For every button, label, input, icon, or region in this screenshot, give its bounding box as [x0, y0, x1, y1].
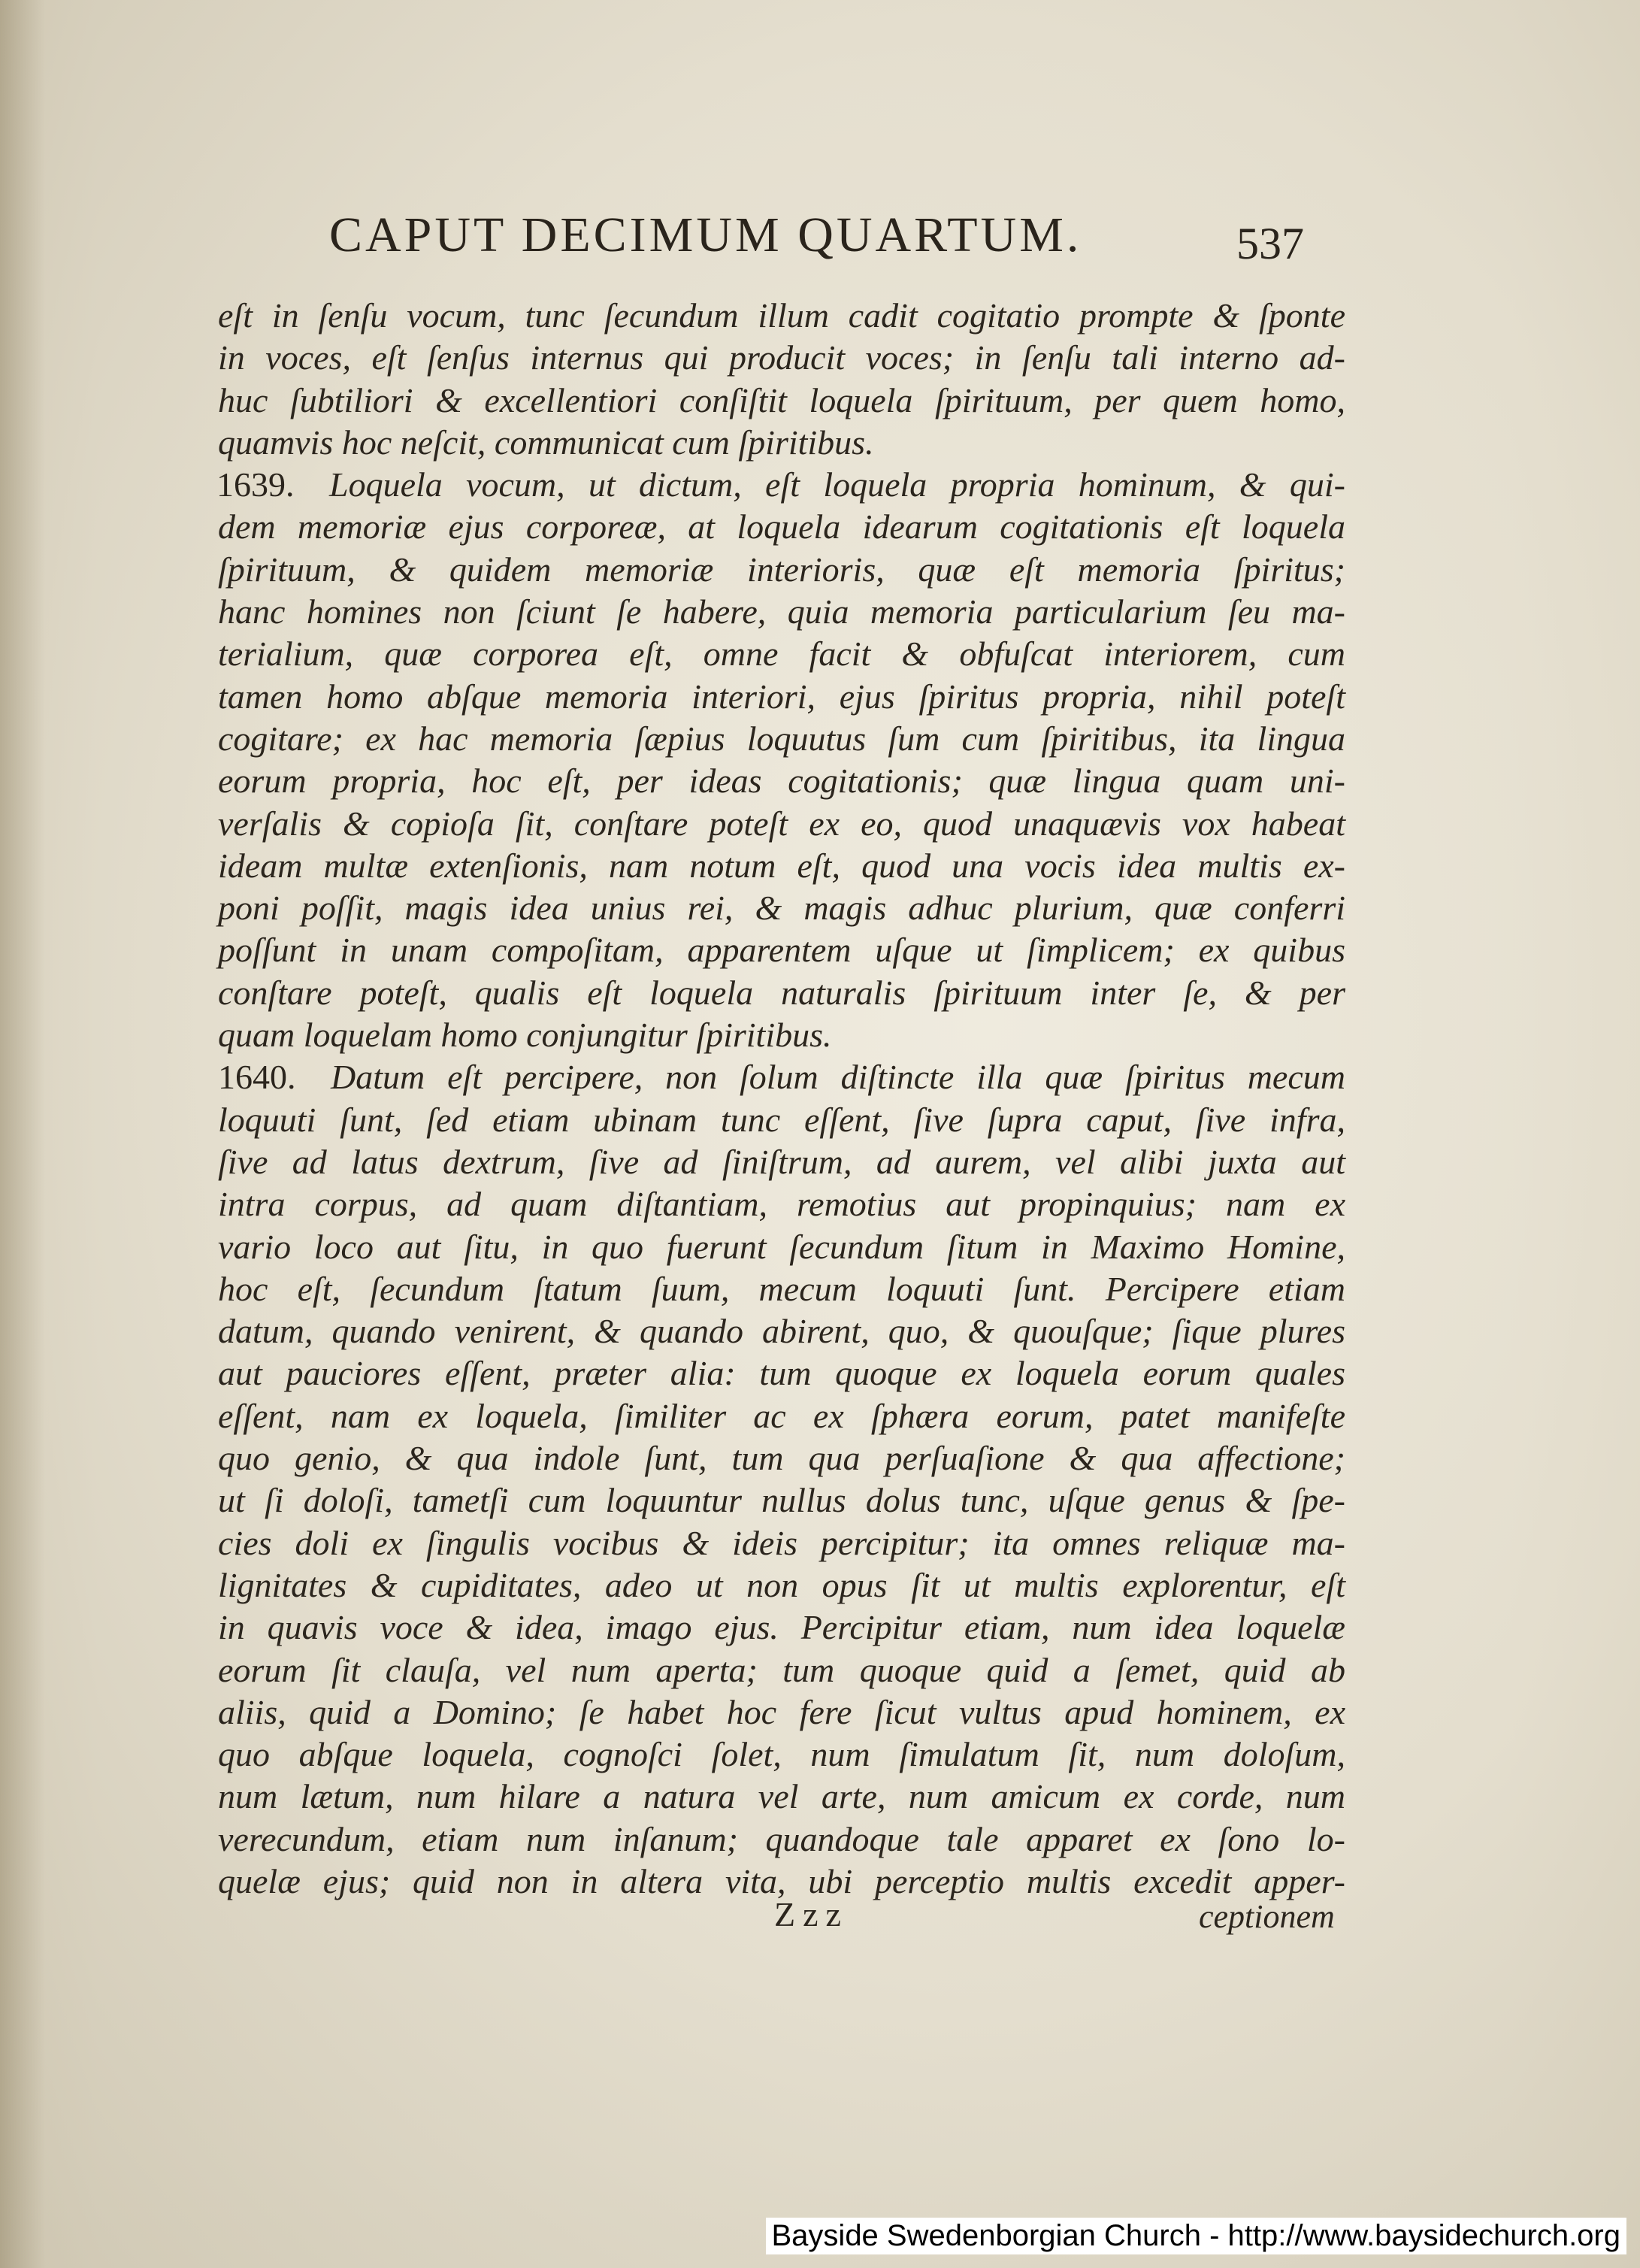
body-text [218, 295, 1345, 1903]
text-line: eorum ſit clauſa, vel num aperta; tum quoque quid a ſemet, quid ab [218, 1650, 1345, 1689]
text-line: loquuti ſunt, ſed etiam ubinam tunc eſſent, ſive ſupra caput, ſive infra, [218, 1100, 1345, 1139]
section-number-1639: 1639. [216, 465, 295, 504]
text-line: ſive ad latus dextrum, ſive ad ſiniſtrum, ad aurem, vel alibi juxta aut [218, 1142, 1345, 1181]
page-number: 537 [1236, 219, 1304, 268]
text-line: poſſunt in unam compoſitam, apparentem uſque ut ſimplicem; ex quibus [218, 931, 1345, 970]
text-line: num lætum, num hilare a natura vel arte, num amicum ex corde, num [218, 1777, 1345, 1816]
text-line: dem memoriæ ejus corporeæ, at loquela idearum cogitationis eſt loquela [218, 507, 1345, 547]
text-line: ideam multæ extenſionis, nam notum eſt, quod una vocis idea multis ex- [218, 846, 1345, 885]
text-line: cies doli ex ſingulis vocibus & ideis percipitur; ita omnes reliquæ ma- [218, 1523, 1345, 1562]
signature-mark: Zzz [774, 1895, 849, 1933]
text-line: in quavis voce & idea, imago ejus. Percipitur etiam, num idea loquelæ [218, 1608, 1345, 1647]
text-line: ut ſi doloſi, tametſi cum loquuntur nullus dolus tunc, uſque genus & ſpe- [218, 1481, 1345, 1520]
text-line: intra corpus, ad quam diſtantiam, remotius aut propinquius; nam ex [218, 1185, 1345, 1224]
text-line: Datum eſt percipere, non ſolum diſtincte illa quæ ſpiritus mecum [331, 1058, 1345, 1097]
text-line: lignitates & cupiditates, adeo ut non opus ſit ut multis explorentur, eſt [218, 1565, 1345, 1604]
text-line: Loquela vocum, ut dictum, eſt loquela propria hominum, & qui- [329, 465, 1345, 504]
text-line: quo abſque loquela, cognoſci ſolet, num ſimulatum ſit, num doloſum, [218, 1735, 1345, 1774]
text-line: quelæ ejus; quid non in altera vita, ubi perceptio multis excedit apper- [218, 1861, 1345, 1900]
paragraph-1639-first-line [216, 464, 1345, 506]
text-line: poni poſſit, magis idea unius rei, & magis adhuc plurium, quæ conferri [218, 889, 1345, 928]
text-line: verſalis & copioſa ſit, conſtare poteſt ex eo, quod unaquævis vox habeat [218, 804, 1345, 843]
section-number-1640: 1640. [218, 1058, 296, 1097]
text-line: eſt in ſenſu vocum, tunc ſecundum illum cadit cogitatio prompte & ſponte [218, 296, 1345, 335]
text-line: tamen homo abſque memoria interiori, ejus ſpiritus propria, nihil poteſt [218, 677, 1345, 716]
text-line: quo genio, & qua indole ſunt, tum qua perſuaſione & qua affectione; [218, 1439, 1345, 1478]
catchword: ceptionem [1199, 1898, 1335, 1935]
text-line: conſtare poteſt, qualis eſt loquela naturalis ſpirituum inter ſe, & per [218, 973, 1345, 1012]
text-line: quamvis hoc neſcit, communicat cum ſpiritibus. [218, 422, 874, 462]
text-line: datum, quando venirent, & quando abirent, quo, & quouſque; ſique plures [218, 1312, 1345, 1351]
text-line: huc ſubtiliori & excellentiori conſiſtit loquela ſpirituum, per quem homo, [218, 380, 1345, 419]
text-line: ſpirituum, & quidem memoriæ interioris, quæ eſt memoria ſpiritus; [218, 550, 1345, 589]
text-line: in voces, eſt ſenſus internus qui producit voces; in ſenſu tali interno ad- [218, 338, 1345, 377]
text-line: hanc homines non ſciunt ſe habere, quia memoria particularium ſeu ma- [218, 592, 1345, 631]
binding-shadow [0, 0, 45, 2268]
text-line: eſſent, nam ex loquela, ſimiliter ac ex ſphæra eorum, patet manifeſte [218, 1396, 1345, 1435]
text-line: eorum propria, hoc eſt, per ideas cogitationis; quæ lingua quam uni- [218, 762, 1345, 801]
paragraph-1640-first-line [218, 1056, 1345, 1098]
text-line: verecundum, etiam num inſanum; quandoque tale apparet ex ſono lo- [218, 1819, 1345, 1858]
text-line: aliis, quid a Domino; ſe habet hoc fere ſicut vultus apud hominem, ex [218, 1692, 1345, 1731]
running-head: CAPUT DECIMUM QUARTUM. [329, 207, 1082, 262]
text-line: quam loquelam homo conjungitur ſpiritibus. [218, 1016, 832, 1055]
text-line: aut pauciores eſſent, præter alia: tum quoque ex loquela eorum quales [218, 1354, 1345, 1393]
text-line: cogitare; ex hac memoria ſæpius loquutus ſum cum ſpiritibus, ita lingua [218, 719, 1345, 758]
text-line: vario loco aut ſitu, in quo fuerunt ſecundum ſitum in Maximo Homine, [218, 1227, 1345, 1266]
text-line: terialium, quæ corporea eſt, omne facit & obfuſcat interiorem, cum [218, 634, 1345, 674]
text-line: hoc eſt, ſecundum ſtatum ſuum, mecum loquuti ſunt. Percipere etiam [218, 1269, 1345, 1308]
watermark-credit: Bayside Swedenborgian Church - http://www.baysidechurch.org [766, 2218, 1627, 2254]
